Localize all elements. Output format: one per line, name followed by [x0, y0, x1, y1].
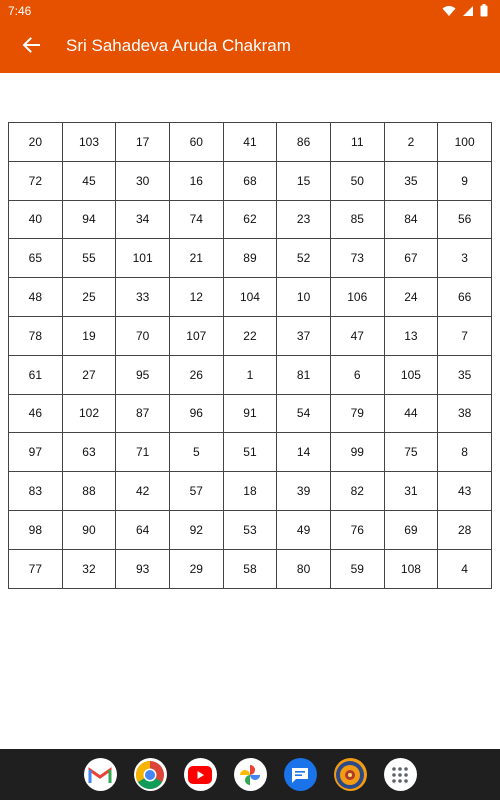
grid-cell: 71 — [116, 433, 170, 472]
wifi-icon — [442, 5, 456, 17]
grid-row — [9, 472, 492, 511]
chakram-table — [8, 122, 492, 589]
grid-cell: 9 — [438, 161, 492, 200]
grid-cell: 11 — [330, 123, 384, 162]
grid-cell: 47 — [330, 316, 384, 355]
grid-row — [9, 549, 492, 588]
grid-cell: 30 — [116, 161, 170, 200]
grid-cell: 63 — [62, 433, 116, 472]
grid-cell: 92 — [169, 510, 223, 549]
grid-cell: 103 — [62, 123, 116, 162]
grid-cell: 104 — [223, 278, 277, 317]
grid-cell: 100 — [438, 123, 492, 162]
grid-cell: 67 — [384, 239, 438, 278]
signal-icon — [462, 5, 474, 17]
grid-cell: 87 — [116, 394, 170, 433]
grid-cell: 31 — [384, 472, 438, 511]
arrow-left-icon — [22, 37, 40, 58]
grid-row — [9, 510, 492, 549]
grid-cell: 64 — [116, 510, 170, 549]
grid-cell: 3 — [438, 239, 492, 278]
page-title: Sri Sahadeva Aruda Chakram — [66, 36, 291, 55]
app-drawer-icon[interactable] — [384, 758, 417, 791]
grid-cell: 102 — [62, 394, 116, 433]
grid-cell: 2 — [384, 123, 438, 162]
grid-cell: 60 — [169, 123, 223, 162]
grid-cell: 61 — [9, 355, 63, 394]
grid-cell: 84 — [384, 200, 438, 239]
grid-cell: 20 — [9, 123, 63, 162]
grid-row — [9, 278, 492, 317]
grid-cell: 86 — [277, 123, 331, 162]
grid-cell: 89 — [223, 239, 277, 278]
grid-cell: 33 — [116, 278, 170, 317]
grid-row — [9, 123, 492, 162]
grid-cell: 22 — [223, 316, 277, 355]
grid-cell: 8 — [438, 433, 492, 472]
grid-cell: 35 — [384, 161, 438, 200]
grid-cell: 49 — [277, 510, 331, 549]
grid-cell: 1 — [223, 355, 277, 394]
photos-icon[interactable] — [234, 758, 267, 791]
grid-cell: 46 — [9, 394, 63, 433]
grid-row — [9, 200, 492, 239]
grid-cell: 68 — [223, 161, 277, 200]
grid-cell: 28 — [438, 510, 492, 549]
grid-cell: 56 — [438, 200, 492, 239]
grid-cell: 40 — [9, 200, 63, 239]
grid-cell: 80 — [277, 549, 331, 588]
grid-cell: 65 — [9, 239, 63, 278]
grid-cell: 54 — [277, 394, 331, 433]
grid-cell: 57 — [169, 472, 223, 511]
grid-cell: 50 — [330, 161, 384, 200]
gmail-icon[interactable] — [84, 758, 117, 791]
grid-row — [9, 161, 492, 200]
grid-cell: 25 — [62, 278, 116, 317]
grid-cell: 45 — [62, 161, 116, 200]
grid-cell: 106 — [330, 278, 384, 317]
grid-cell: 32 — [62, 549, 116, 588]
back-button[interactable] — [18, 34, 44, 60]
grid-cell: 83 — [9, 472, 63, 511]
grid-cell: 73 — [330, 239, 384, 278]
grid-cell: 12 — [169, 278, 223, 317]
grid-cell: 27 — [62, 355, 116, 394]
grid-cell: 5 — [169, 433, 223, 472]
grid-cell: 21 — [169, 239, 223, 278]
grid-cell: 98 — [9, 510, 63, 549]
grid-cell: 7 — [438, 316, 492, 355]
grid-cell: 74 — [169, 200, 223, 239]
grid-cell: 15 — [277, 161, 331, 200]
grid-cell: 42 — [116, 472, 170, 511]
grid-cell: 48 — [9, 278, 63, 317]
status-bar — [0, 0, 500, 22]
grid-cell: 107 — [169, 316, 223, 355]
grid-cell: 41 — [223, 123, 277, 162]
grid-cell: 59 — [330, 549, 384, 588]
grid-cell: 43 — [438, 472, 492, 511]
battery-icon — [480, 4, 488, 17]
youtube-icon[interactable] — [184, 758, 217, 791]
grid-cell: 29 — [169, 549, 223, 588]
grid-cell: 79 — [330, 394, 384, 433]
grid-cell: 55 — [62, 239, 116, 278]
grid-cell: 105 — [384, 355, 438, 394]
grid-cell: 34 — [116, 200, 170, 239]
grid-row — [9, 433, 492, 472]
grid-cell: 108 — [384, 549, 438, 588]
grid-cell: 38 — [438, 394, 492, 433]
messages-icon[interactable] — [284, 758, 317, 791]
grid-cell: 96 — [169, 394, 223, 433]
grid-cell: 16 — [169, 161, 223, 200]
app-bar — [0, 22, 500, 73]
grid-row — [9, 394, 492, 433]
chakram-grid — [8, 122, 492, 589]
grid-cell: 85 — [330, 200, 384, 239]
grid-cell: 94 — [62, 200, 116, 239]
status-time: 7:46 — [8, 4, 32, 18]
grid-cell: 81 — [277, 355, 331, 394]
grid-cell: 39 — [277, 472, 331, 511]
grid-cell: 101 — [116, 239, 170, 278]
grid-row — [9, 239, 492, 278]
grid-cell: 52 — [277, 239, 331, 278]
grid-cell: 6 — [330, 355, 384, 394]
grid-cell: 19 — [62, 316, 116, 355]
grid-cell: 24 — [384, 278, 438, 317]
grid-cell: 23 — [277, 200, 331, 239]
grid-cell: 76 — [330, 510, 384, 549]
grid-cell: 10 — [277, 278, 331, 317]
grid-cell: 77 — [9, 549, 63, 588]
grid-cell: 99 — [330, 433, 384, 472]
grid-cell: 4 — [438, 549, 492, 588]
grid-cell: 58 — [223, 549, 277, 588]
grid-cell: 90 — [62, 510, 116, 549]
navigation-dock — [0, 749, 500, 800]
grid-cell: 14 — [277, 433, 331, 472]
grid-cell: 13 — [384, 316, 438, 355]
grid-cell: 91 — [223, 394, 277, 433]
grid-cell: 93 — [116, 549, 170, 588]
grid-cell: 18 — [223, 472, 277, 511]
grid-cell: 44 — [384, 394, 438, 433]
grid-cell: 26 — [169, 355, 223, 394]
grid-cell: 78 — [9, 316, 63, 355]
grid-cell: 66 — [438, 278, 492, 317]
grid-cell: 69 — [384, 510, 438, 549]
grid-row — [9, 355, 492, 394]
grid-cell: 70 — [116, 316, 170, 355]
grid-cell: 53 — [223, 510, 277, 549]
chakram-app-icon[interactable] — [334, 758, 367, 791]
status-icons — [442, 4, 488, 17]
grid-cell: 35 — [438, 355, 492, 394]
grid-cell: 97 — [9, 433, 63, 472]
grid-row — [9, 316, 492, 355]
grid-cell: 82 — [330, 472, 384, 511]
chrome-icon[interactable] — [134, 758, 167, 791]
top-bar — [0, 0, 500, 73]
grid-cell: 95 — [116, 355, 170, 394]
grid-cell: 37 — [277, 316, 331, 355]
grid-cell: 62 — [223, 200, 277, 239]
grid-cell: 51 — [223, 433, 277, 472]
grid-cell: 72 — [9, 161, 63, 200]
grid-cell: 88 — [62, 472, 116, 511]
grid-cell: 17 — [116, 123, 170, 162]
grid-cell: 75 — [384, 433, 438, 472]
